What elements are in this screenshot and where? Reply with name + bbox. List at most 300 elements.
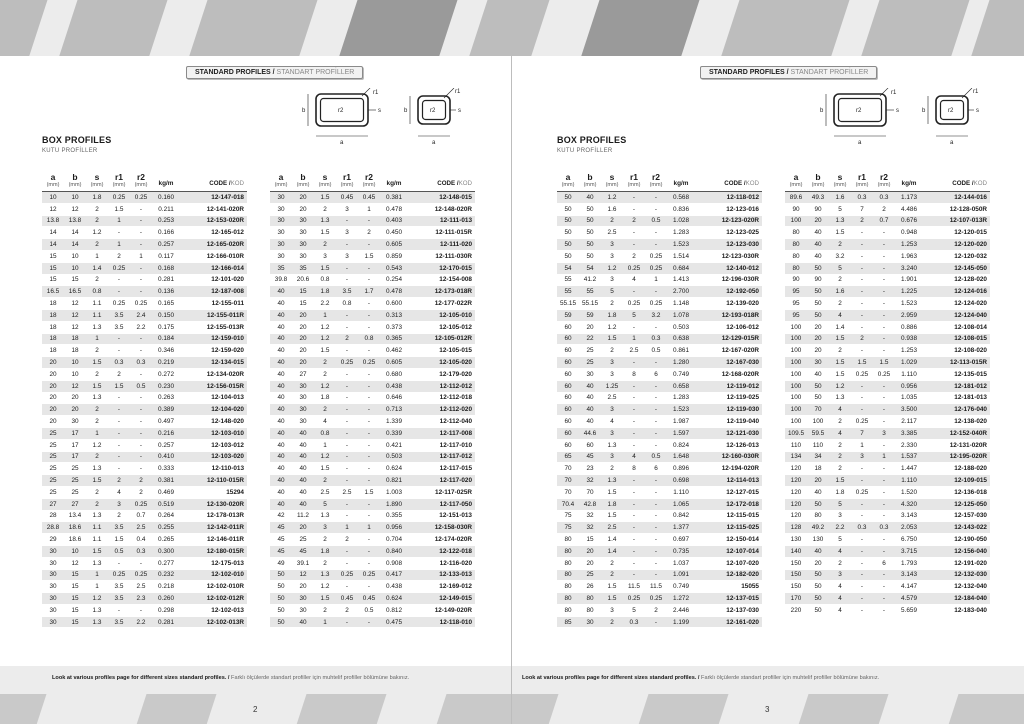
table-cell: 1 <box>86 250 108 262</box>
table-cell: 1 <box>851 439 873 451</box>
table-cell: 30 <box>292 404 314 416</box>
table-cell: 15 <box>64 593 86 605</box>
table-cell: 0.272 <box>152 368 180 380</box>
table-cell: - <box>873 321 895 333</box>
product-code-cell: 12-105-015 <box>408 345 475 357</box>
product-code-cell: 12-117-025R <box>408 486 475 498</box>
table-cell: 20 <box>579 321 601 333</box>
table-cell: 2 <box>829 557 851 569</box>
product-code-cell: 12-168-020R <box>695 368 762 380</box>
table-cell: 40 <box>292 498 314 510</box>
table-row <box>42 534 247 546</box>
product-code-cell: 12-124-020 <box>923 298 990 310</box>
table-cell: 50 <box>270 581 292 593</box>
table-cell: 1.2 <box>314 333 336 345</box>
product-code-cell: 12-155-013R <box>180 321 247 333</box>
table-cell: - <box>108 404 130 416</box>
table-cell: 3 <box>314 522 336 534</box>
table-cell: 40 <box>270 333 292 345</box>
table-row <box>785 404 990 416</box>
table-cell: - <box>130 463 152 475</box>
table-row <box>557 486 762 498</box>
table-cell: 1.8 <box>314 392 336 404</box>
table-cell: 5 <box>314 498 336 510</box>
table-cell: 0.25 <box>358 569 380 581</box>
table-row <box>42 581 247 593</box>
table-cell: 20 <box>42 404 64 416</box>
product-code-cell: 12-148-020 <box>180 416 247 428</box>
table-cell: 1.3 <box>86 392 108 404</box>
column-header: r1 (mm) <box>855 172 869 188</box>
table-row <box>270 404 475 416</box>
table-cell: 140 <box>785 545 807 557</box>
table-cell: 0.45 <box>336 593 358 605</box>
table-cell: 0.8 <box>314 274 336 286</box>
table-cell: 12 <box>64 557 86 569</box>
table-row <box>42 203 247 215</box>
table-cell: 55 <box>557 274 579 286</box>
table-cell: 80 <box>785 262 807 274</box>
table-cell: - <box>336 262 358 274</box>
table-cell: 3 <box>873 427 895 439</box>
table-cell: - <box>623 203 645 215</box>
table-cell: 1.3 <box>86 616 108 628</box>
product-code-cell: 12-155-011R <box>180 309 247 321</box>
table-cell: 0.25 <box>851 416 873 428</box>
product-code-cell: 12-143-022 <box>923 522 990 534</box>
section-subheading: KUTU PROFİLLER <box>42 148 98 154</box>
table-cell: 0.230 <box>152 380 180 392</box>
table-cell: 2.330 <box>895 439 923 451</box>
table-cell: - <box>873 581 895 593</box>
table-cell: 60 <box>579 439 601 451</box>
column-header: s (mm) <box>605 172 619 188</box>
table-row <box>42 357 247 369</box>
table-cell: 128 <box>785 522 807 534</box>
table-cell: 4.147 <box>895 581 923 593</box>
table-cell: 0.812 <box>380 604 408 616</box>
table-cell: 1.3 <box>86 510 108 522</box>
table-cell: 1.2 <box>314 451 336 463</box>
table-cell: - <box>358 475 380 487</box>
table-row <box>785 427 990 439</box>
product-code-cell: 12-122-018 <box>408 545 475 557</box>
table-cell: 25 <box>64 463 86 475</box>
table-cell: 2 <box>108 510 130 522</box>
table-cell: 70.4 <box>557 498 579 510</box>
table-cell: 0.438 <box>380 581 408 593</box>
table-cell: 3.240 <box>895 262 923 274</box>
table-cell: 40 <box>807 239 829 251</box>
table-cell: - <box>336 475 358 487</box>
product-code-cell: 12-121-030 <box>695 427 762 439</box>
table-cell: 15 <box>42 262 64 274</box>
table-row <box>785 604 990 616</box>
table-cell: 50 <box>579 239 601 251</box>
table-cell: 220 <box>785 604 807 616</box>
table-cell: 110 <box>807 439 829 451</box>
table-cell: 16.5 <box>64 286 86 298</box>
table-cell: 1.1 <box>86 309 108 321</box>
table-cell: - <box>851 463 873 475</box>
table-cell: 2 <box>86 416 108 428</box>
table-cell: 2 <box>314 404 336 416</box>
table-cell: 12 <box>64 203 86 215</box>
table-row <box>270 522 475 534</box>
table-cell: 1.283 <box>667 227 695 239</box>
table-cell: 2.446 <box>667 604 695 616</box>
table-cell: 50 <box>270 604 292 616</box>
table-cell: 70 <box>557 475 579 487</box>
table-cell: 15 <box>42 250 64 262</box>
table-row <box>557 321 762 333</box>
table-row <box>557 298 762 310</box>
table-cell: 1.8 <box>601 309 623 321</box>
product-code-cell: 12-123-020R <box>695 215 762 227</box>
product-code-cell: 12-191-020 <box>923 557 990 569</box>
table-row <box>270 534 475 546</box>
table-cell: 40 <box>270 486 292 498</box>
table-cell: 2 <box>86 345 108 357</box>
table-cell: 40 <box>292 451 314 463</box>
table-cell: - <box>130 451 152 463</box>
table-cell: 42 <box>270 510 292 522</box>
table-cell: 0.166 <box>152 227 180 239</box>
table-row <box>270 262 475 274</box>
table-cell: 1.1 <box>86 522 108 534</box>
table-cell: 100 <box>785 368 807 380</box>
table-cell: 2.053 <box>895 522 923 534</box>
column-header: s (mm) <box>90 172 104 188</box>
table-cell: 54 <box>579 262 601 274</box>
table-cell: 0.896 <box>667 463 695 475</box>
table-cell: - <box>623 404 645 416</box>
table-cell: 0.45 <box>358 593 380 605</box>
table-cell: 65 <box>557 451 579 463</box>
profile-table <box>557 173 762 628</box>
table-cell: 120 <box>785 463 807 475</box>
table-cell: 30 <box>64 416 86 428</box>
column-header: s (mm) <box>833 172 847 188</box>
table-cell: 50 <box>807 569 829 581</box>
product-code-cell: 12-120-032 <box>923 250 990 262</box>
table-cell: 40 <box>579 192 601 204</box>
product-code-cell: 12-112-020 <box>408 404 475 416</box>
table-cell: 30 <box>292 593 314 605</box>
table-row <box>42 286 247 298</box>
product-code-cell: 12-115-025 <box>695 522 762 534</box>
table-cell: 1.2 <box>314 380 336 392</box>
table-cell: 1 <box>86 427 108 439</box>
table-cell: 2.5 <box>601 522 623 534</box>
dim-label-r2-2: r2 <box>948 108 954 114</box>
table-row <box>270 569 475 581</box>
table-cell: 40 <box>292 463 314 475</box>
table-cell: 15 <box>64 581 86 593</box>
table-row <box>785 380 990 392</box>
product-code-cell: 12-147-018 <box>180 192 247 204</box>
table-row <box>42 345 247 357</box>
table-cell: - <box>336 451 358 463</box>
table-cell: 18 <box>42 321 64 333</box>
table-cell: - <box>645 404 667 416</box>
table-cell: 40 <box>807 486 829 498</box>
table-cell: - <box>851 380 873 392</box>
product-code-cell: 12-111-020 <box>408 239 475 251</box>
table-cell: 20 <box>292 192 314 204</box>
section-heading: BOX PROFILES <box>42 135 112 145</box>
table-cell: 1.5 <box>829 368 851 380</box>
table-cell: - <box>336 215 358 227</box>
table-cell: 40 <box>292 427 314 439</box>
table-row <box>785 262 990 274</box>
column-header: r2 (mm) <box>649 172 663 188</box>
table-cell: - <box>358 404 380 416</box>
table-cell: - <box>336 321 358 333</box>
table-row <box>557 439 762 451</box>
product-code-cell: 12-156-015R <box>180 380 247 392</box>
table-cell: 18 <box>64 345 86 357</box>
table-row <box>270 203 475 215</box>
table-cell: 0.263 <box>152 392 180 404</box>
table-cell: 0.3 <box>645 333 667 345</box>
table-cell: 3 <box>829 569 851 581</box>
column-header: CODE /KOD <box>437 180 472 187</box>
table-cell: 1.5 <box>601 333 623 345</box>
table-cell: 2 <box>86 404 108 416</box>
table-cell: - <box>108 451 130 463</box>
table-cell: 2 <box>601 569 623 581</box>
table-cell: - <box>358 427 380 439</box>
table-cell: 100 <box>785 215 807 227</box>
table-cell: 0.232 <box>152 569 180 581</box>
table-cell: 50 <box>557 203 579 215</box>
product-code-cell: 12-130-020R <box>180 498 247 510</box>
table-cell: 1.280 <box>667 357 695 369</box>
dim-label-b: b <box>820 108 824 114</box>
table-cell: - <box>645 286 667 298</box>
product-code-cell: 12-150-014 <box>695 534 762 546</box>
table-cell: 0.25 <box>108 298 130 310</box>
product-code-cell: 12-128-050R <box>923 203 990 215</box>
table-cell: 4 <box>829 404 851 416</box>
table-cell: 17 <box>64 439 86 451</box>
table-cell: 60 <box>557 404 579 416</box>
dim-label-b-2: b <box>404 108 408 114</box>
table-row <box>42 545 247 557</box>
table-cell: - <box>358 345 380 357</box>
table-row <box>557 534 762 546</box>
table-cell: - <box>873 498 895 510</box>
product-code-cell: 12-107-014 <box>695 545 762 557</box>
table-row <box>557 262 762 274</box>
table-cell: 55.15 <box>557 298 579 310</box>
table-cell: - <box>130 368 152 380</box>
table-cell: 15 <box>64 616 86 628</box>
table-cell: 0.676 <box>895 215 923 227</box>
table-cell: - <box>336 416 358 428</box>
table-cell: - <box>873 593 895 605</box>
table-cell: - <box>336 557 358 569</box>
table-cell: 2 <box>829 239 851 251</box>
table-cell: - <box>623 380 645 392</box>
table-row <box>42 569 247 581</box>
product-code-cell: 12-172-018 <box>695 498 762 510</box>
table-cell: 34 <box>807 451 829 463</box>
table-cell: 2 <box>130 475 152 487</box>
product-code-cell: 12-135-015 <box>923 368 990 380</box>
table-cell: 17 <box>64 451 86 463</box>
table-cell: - <box>851 557 873 569</box>
table-cell: 40 <box>579 380 601 392</box>
table-row <box>785 309 990 321</box>
table-cell: 10 <box>64 357 86 369</box>
column-header: a (mm) <box>789 172 803 188</box>
table-cell: 2 <box>829 345 851 357</box>
table-cell: 0.281 <box>152 616 180 628</box>
column-header: kg/m <box>158 180 174 187</box>
table-cell: - <box>336 463 358 475</box>
table-cell: 1.3 <box>314 510 336 522</box>
product-code-cell: 12-154-008 <box>408 274 475 286</box>
product-code-cell: 12-165-020R <box>180 239 247 251</box>
table-cell: 0.824 <box>667 439 695 451</box>
product-code-cell: 12-105-020 <box>408 357 475 369</box>
table-cell: - <box>108 333 130 345</box>
table-cell: 13.8 <box>42 215 64 227</box>
table-row <box>557 416 762 428</box>
table-cell: - <box>358 298 380 310</box>
product-code-cell: 12-159-020 <box>180 345 247 357</box>
table-cell: - <box>130 439 152 451</box>
table-cell: - <box>873 545 895 557</box>
table-cell: 0.840 <box>380 545 408 557</box>
table-row <box>557 427 762 439</box>
table-cell: 1.3 <box>86 557 108 569</box>
table-cell: 30 <box>42 557 64 569</box>
table-cell: 1.2 <box>314 581 336 593</box>
table-cell: 2.5 <box>623 345 645 357</box>
section-tag: STANDARD PROFILES / STANDART PROFİLLER <box>186 66 363 79</box>
table-cell: 30 <box>270 239 292 251</box>
table-cell: 50 <box>579 250 601 262</box>
table-cell: 2.5 <box>601 392 623 404</box>
table-row <box>42 475 247 487</box>
table-cell: 0.908 <box>380 557 408 569</box>
table-cell: 0.184 <box>152 333 180 345</box>
product-code-cell: 12-140-012 <box>695 262 762 274</box>
table-cell: 0.264 <box>152 510 180 522</box>
table-cell: 12 <box>64 309 86 321</box>
table-cell: 2.700 <box>667 286 695 298</box>
table-cell: 20 <box>42 380 64 392</box>
table-row <box>270 321 475 333</box>
product-code-cell: 12-117-020 <box>408 475 475 487</box>
table-cell: 0.25 <box>851 486 873 498</box>
table-cell: 30 <box>292 416 314 428</box>
table-cell: 0.117 <box>152 250 180 262</box>
table-cell: 1.078 <box>667 309 695 321</box>
product-code-cell: 12-105-012R <box>408 333 475 345</box>
table-cell: 0.8 <box>314 427 336 439</box>
table-cell: 30 <box>270 192 292 204</box>
table-cell: - <box>873 262 895 274</box>
product-code-cell: 12-101-020 <box>180 274 247 286</box>
column-header: a (mm) <box>46 172 60 188</box>
table-cell: 0.298 <box>152 604 180 616</box>
table-cell: - <box>623 439 645 451</box>
table-cell: 54 <box>557 262 579 274</box>
table-cell: 2 <box>829 416 851 428</box>
table-cell: 70 <box>557 486 579 498</box>
table-cell: - <box>358 309 380 321</box>
table-cell: 1 <box>86 333 108 345</box>
product-code-cell: 12-167-020R <box>695 345 762 357</box>
table-cell: 1.523 <box>667 239 695 251</box>
table-cell: - <box>851 274 873 286</box>
table-cell: 3 <box>601 368 623 380</box>
product-code-cell: 12-142-011R <box>180 522 247 534</box>
table-cell: - <box>645 545 667 557</box>
table-cell: 1.901 <box>895 274 923 286</box>
table-cell: 0.254 <box>380 274 408 286</box>
table-cell: 30 <box>807 357 829 369</box>
table-cell: 30 <box>579 368 601 380</box>
table-cell: 40 <box>270 309 292 321</box>
table-cell: 1.5 <box>108 203 130 215</box>
table-cell: 1.110 <box>895 475 923 487</box>
table-cell: 1.523 <box>895 298 923 310</box>
table-cell: - <box>108 274 130 286</box>
table-row <box>557 357 762 369</box>
dim-label-b: b <box>302 108 306 114</box>
table-row <box>557 593 762 605</box>
product-code-cell: 12-149-015 <box>408 593 475 605</box>
dim-label-a: a <box>340 140 344 146</box>
table-cell: - <box>851 604 873 616</box>
product-code-cell: 12-193-018R <box>695 309 762 321</box>
table-cell: 27 <box>42 498 64 510</box>
dim-label-a: a <box>858 140 862 146</box>
table-cell: 4.320 <box>895 498 923 510</box>
column-header: b (mm) <box>68 172 82 188</box>
table-cell: 134 <box>785 451 807 463</box>
table-cell: 1 <box>314 616 336 628</box>
table-cell: 50 <box>807 604 829 616</box>
table-row <box>270 427 475 439</box>
table-cell: 120 <box>785 498 807 510</box>
footer-note: Look at various profiles page for different sizes standard profiles. / Farklı ölçülerde standart profiller için muhtelif profiller bölümüne bakınız. <box>522 675 880 681</box>
table-cell: - <box>645 486 667 498</box>
table-cell: - <box>623 392 645 404</box>
table-row <box>270 192 475 204</box>
table-cell: 2.5 <box>336 486 358 498</box>
product-code-cell: 12-111-015R <box>408 227 475 239</box>
table-cell: 0.605 <box>380 357 408 369</box>
table-cell: 30 <box>270 227 292 239</box>
dim-label-s: s <box>378 108 381 114</box>
table-cell: 2 <box>829 451 851 463</box>
table-cell: 3 <box>829 510 851 522</box>
product-code-cell: 12-102-013 <box>180 604 247 616</box>
product-code-cell: 12-159-010 <box>180 333 247 345</box>
table-cell: 18.6 <box>64 534 86 546</box>
table-cell: 25 <box>64 475 86 487</box>
product-code-cell: 12-179-020 <box>408 368 475 380</box>
table-cell: 100 <box>785 404 807 416</box>
table-row <box>270 368 475 380</box>
table-cell: 1 <box>358 203 380 215</box>
